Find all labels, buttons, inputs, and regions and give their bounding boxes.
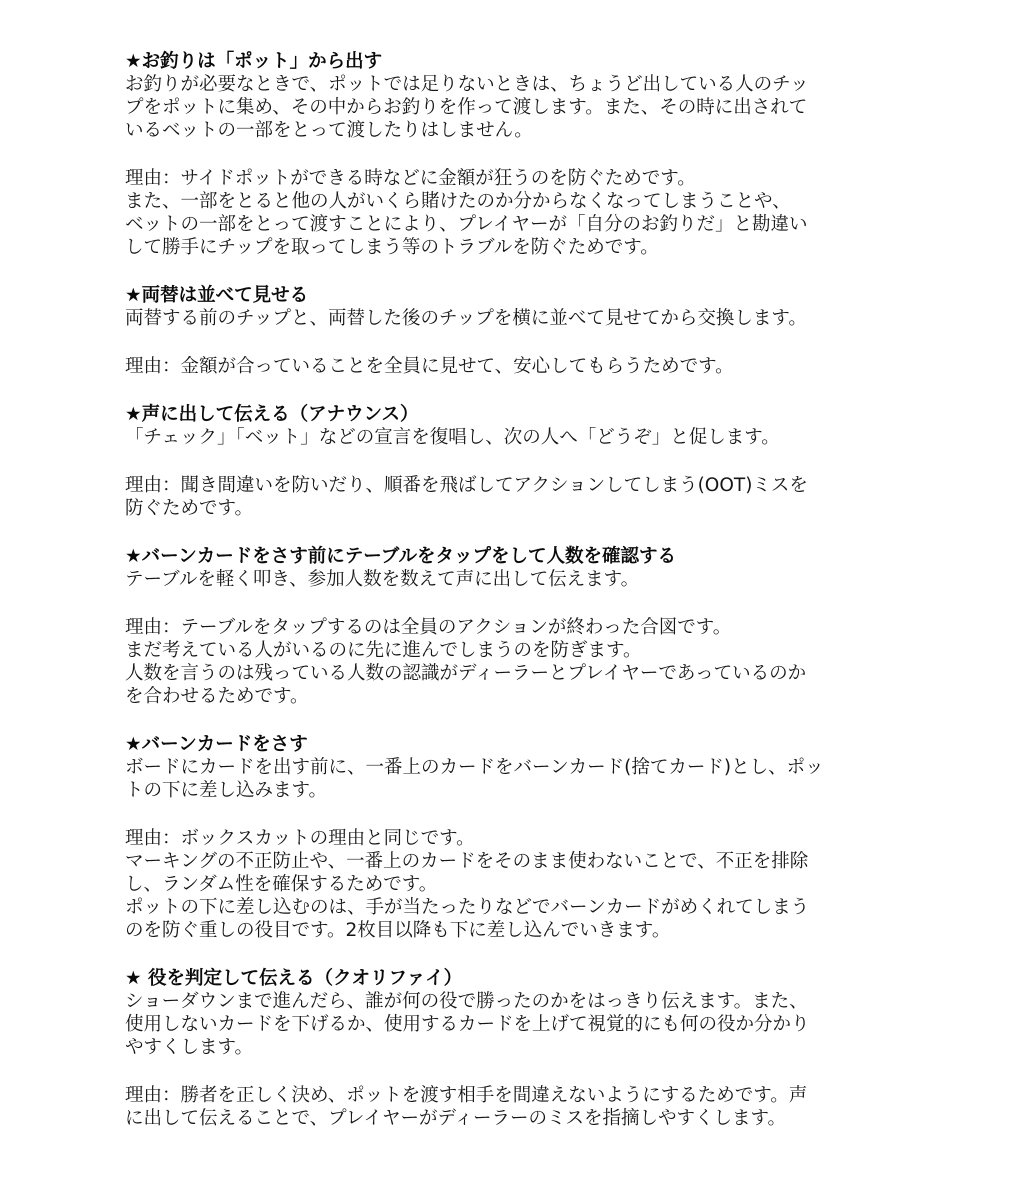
reason-line: 理由：聞き間違いを防いだり、順番を飛ばしてアクションしてしまう(OOT)ミスを xyxy=(125,475,808,496)
reason-line: マーキングの不正防止や、一番上のカードをそのまま使わないことで、不正を排除 xyxy=(125,851,809,872)
section-qualify-hand xyxy=(125,967,915,1130)
document-page xyxy=(125,50,915,1155)
paragraph-spacer xyxy=(125,1059,915,1084)
reason-line: に出して伝えることで、プレイヤーがディーラーのミスを指摘しやすくします。 xyxy=(125,1108,787,1129)
section-tap-table-count xyxy=(125,545,915,708)
reason-line: ベットの一部をとって渡すことにより、プレイヤーが「自分のお釣りだ」と勘違い xyxy=(125,214,808,235)
body-line: やすくします。 xyxy=(125,1037,254,1058)
reason-line: 人数を言うのは残っている人数の認識がディーラーとプレイヤーであっているのか xyxy=(125,663,807,684)
reason-line: 理由：勝者を正しく決め、ポットを渡す相手を間違えないようにするためです。声 xyxy=(125,1085,808,1106)
paragraph-spacer xyxy=(125,802,915,827)
body-line: プをポットに集め、その中からお釣りを作って渡します。また、その時に出されて xyxy=(125,97,808,118)
reason-line: また、一部をとると他の人がいくら賭けたのか分からなくなってしまうことや、 xyxy=(125,191,791,212)
paragraph-spacer xyxy=(125,142,915,167)
body-line: トの下に差し込みます。 xyxy=(125,780,328,801)
section-change-from-pot xyxy=(125,50,915,259)
reason-line: まだ考えている人がいるのに先に進んでしまうのを防ぎます。 xyxy=(125,640,642,661)
body-line: ショーダウンまで進んだら、誰が何の役で勝ったのかをはっきり伝えます。また、 xyxy=(125,991,808,1012)
body-line: 両替する前のチップと、両替した後のチップを横に並べて見せてから交換します。 xyxy=(125,308,807,329)
reason-line: のを防ぐ重しの役目です。2枚目以降も下に差し込んでいきます。 xyxy=(125,920,671,941)
body-line: いるベットの一部をとって渡したりはしません。 xyxy=(125,120,533,141)
section-heading: ★両替は並べて見せる xyxy=(125,285,309,306)
reason-line: ポットの下に差し込むのは、手が当たったりなどでバーンカードがめくれてしまう xyxy=(125,897,810,918)
body-line: テーブルを軽く叩き、参加人数を数えて声に出して伝えます。 xyxy=(125,569,640,590)
section-heading: ★バーンカードをさす前にテーブルをタップをして人数を確認する xyxy=(125,546,677,567)
reason-line: 防ぐためです。 xyxy=(125,498,254,519)
body-line: ボードにカードを出す前に、一番上のカードをバーンカード(捨てカード)とし、ポッ xyxy=(125,757,824,778)
reason-line: して勝手にチップを取ってしまう等のトラブルを防ぐためです。 xyxy=(125,237,659,258)
reason-line: し、ランダム性を確保するためです。 xyxy=(125,874,438,895)
section-heading: ★バーンカードをさす xyxy=(125,734,308,755)
section-announce xyxy=(125,403,915,520)
section-heading: ★ 役を判定して伝える（クオリファイ） xyxy=(125,968,463,989)
section-burn-card xyxy=(125,733,915,942)
section-heading: ★お釣りは「ポット」から出す xyxy=(125,51,383,72)
paragraph-spacer xyxy=(125,591,915,616)
body-line: 使用しないカードを下げるか、使用するカードを上げて視覚的にも何の役か分かり xyxy=(125,1014,810,1035)
body-line: 「チェック」「ベット」などの宣言を復唱し、次の人へ「どうぞ」と促します。 xyxy=(125,427,780,448)
reason-line: 理由：サイドポットができる時などに金額が狂うのを防ぐためです。 xyxy=(125,168,696,189)
reason-line: 理由：テーブルをタップするのは全員のアクションが終わった合図です。 xyxy=(125,617,732,638)
section-heading: ★声に出して伝える（アナウンス） xyxy=(125,404,419,425)
reason-line: 理由：金額が合っていることを全員に見せて、安心してもらうためです。 xyxy=(125,356,734,377)
paragraph-spacer xyxy=(125,449,915,474)
reason-line: 理由：ボックスカットの理由と同じです。 xyxy=(125,828,475,849)
body-line: お釣りが必要なときで、ポットでは足りないときは、ちょうど出している人のチッ xyxy=(125,74,809,95)
section-exchange-side-by-side xyxy=(125,284,915,378)
reason-line: を合わせるためです。 xyxy=(125,686,309,707)
paragraph-spacer xyxy=(125,330,915,355)
